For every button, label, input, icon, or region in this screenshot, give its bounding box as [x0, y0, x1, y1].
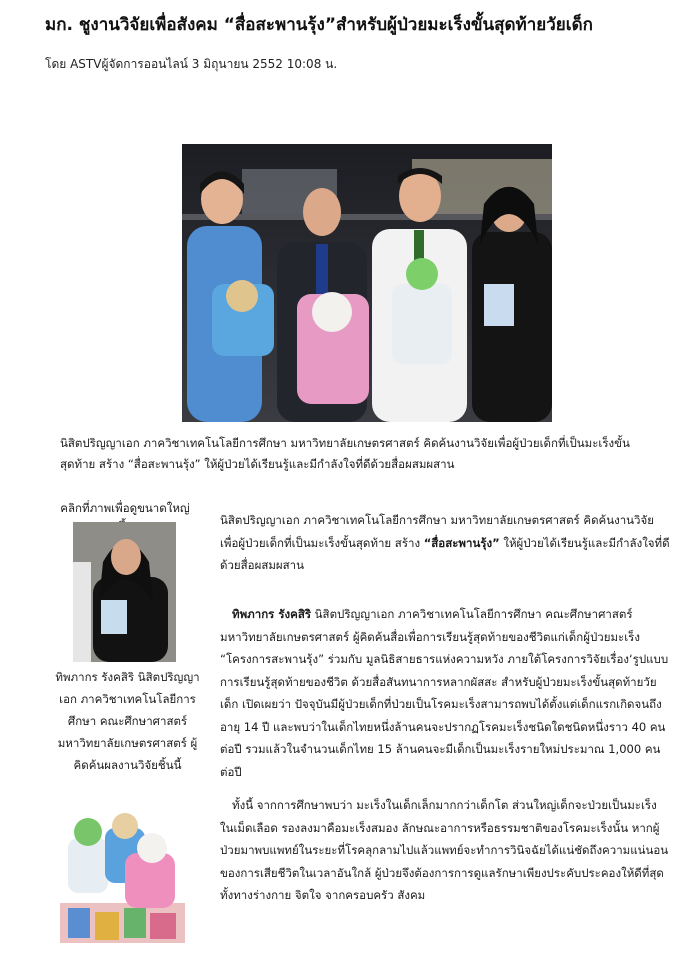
sidebar-photo-caption: ทิพภากร รังคสิริ นิสิตปริญญาเอก ภาควิชาเทคโนโลยีการศึกษา คณะศึกษาศาสตร์ มหาวิทยาลัยเกษตรศาสตร์ ผู้คิดค้นผลงานวิจัยชิ้นนี้ — [55, 670, 200, 772]
p2-text: นิสิตปริญญาเอก ภาควิชาเทคโนโลยีการศึกษา คณะศึกษาศาสตร์ มหาวิทยาลัยเกษตรศาสตร์ ผู้คิดค้นสื่อเพื่อการเรียนรู้สุดท้ายของชีวิตแก่เด็กผู้ป่วยมะเร็ง “โครงการสะพานรุ้ง” ร่วมกับ มูลนิธิสายธารแห่งความหวัง ภายใต้โครงการวิจัยเรื่อง‘รูปแบบการเรียนรู้สุดท้ายของชีวิต ด้วยสื่อสันทนาการหลากผัสสะ สำหรับผู้ป่วยมะเร็งขั้นสุดท้ายวัยเด็ก เปิดเผยว่า ปัจจุบันมีผู้ป่วยเด็กที่ป่วยเป็นโรคมะเร็งสามารถพบได้ตั้งแต่เด็กแรกเกิดจนถึงอายุ 14 ปี และพบว่าในเด็กไทยหนึ่งล้านคนจะปรากฏโรคมะเร็งชนิดใดชนิดหนึ่งราว 40 คนต่อปี รวมแล้วในจำนวนเด็กไทย 15 ล้านคนจะมีเด็กเป็นมะเร็งรายใหม่ประมาณ 1,000 คนต่อปี — [220, 607, 669, 779]
p2-author-name: ทิพภากร รังคสิริ — [232, 607, 312, 621]
enlarge-photo-link[interactable]: คลิกที่ภาพเพื่อดูขนาดใหญ่ — [60, 501, 190, 515]
p1-text-after: ให้ผู้ป่วยได้เรียนรู้และมีกำลังใจที่ดีด้วยสื่อผสมผสาน — [220, 535, 670, 572]
p1-text-before: นิสิตปริญญาเอก ภาควิชาเทคโนโลยีการศึกษา มหาวิทยาลัยเกษตรศาสตร์ คิดค้นงานวิจัยเพื่อผู้ป่วยเด็กที่เป็นมะเร็งขั้นสุดท้าย สร้าง — [220, 513, 654, 550]
body-paragraph-1 — [220, 509, 670, 577]
plush-toys-illustration — [50, 808, 192, 945]
main-photo-caption: นิสิตปริญญาเอก ภาควิชาเทคโนโลยีการศึกษา มหาวิทยาลัยเกษตรศาสตร์ คิดค้นงานวิจัยเพื่อผู้ป่วยเด็กที่เป็นมะเร็งขั้นสุดท้าย สร้าง “สื่อสะพานรุ้ง” ให้ผู้ป่วยได้เรียนรู้และมีกำลังใจที่ดีด้วยสื่อผสมผสาน — [60, 436, 630, 471]
sidebar-portrait-photo[interactable] — [73, 522, 176, 662]
p1-bold-title: “สื่อสะพานรุ้ง” — [423, 535, 500, 550]
article-headline: มก. ชูงานวิจัยเพื่อสังคม “สื่อสะพานรุ้ง”สำหรับผู้ป่วยมะเร็งขั้นสุดท้ายวัยเด็ก — [45, 15, 593, 35]
body-paragraph-2 — [220, 603, 670, 783]
body-paragraph-3: ทั้งนี้ จากการศึกษาพบว่า มะเร็งในเด็กเล็กมากกว่าเด็กโต ส่วนใหญ่เด็กจะป่วยเป็นมะเร็งในเม็ดเลือด รองลงมาคือมะเร็งสมอง ลักษณะอาการหรือธรรมชาติของโรคมะเร็งนั้น หากผู้ป่วยมาพบแพทย์ในระยะที่โรคลุกลามไปแล้วแพทย์จะทำการวินิจฉัยได้แน่ชัดถึงความแน่นอนของการเสียชีวิตในเวลาอันใกล้ ผู้ป่วยจึงต้องการการดูแลรักษาเพียงประคับประคองให้ดีที่สุด ทั้งทางร่างกาย จิตใจ จากครอบครัว สังคม — [220, 798, 669, 902]
main-photo-illustration — [182, 144, 552, 422]
article-byline: โดย ASTVผู้จัดการออนไลน์ 3 มิถุนายน 2552 10:08 น. — [45, 57, 338, 71]
portrait-illustration — [73, 522, 176, 662]
plush-toys-photo[interactable] — [50, 808, 192, 945]
main-photo[interactable] — [182, 144, 552, 422]
